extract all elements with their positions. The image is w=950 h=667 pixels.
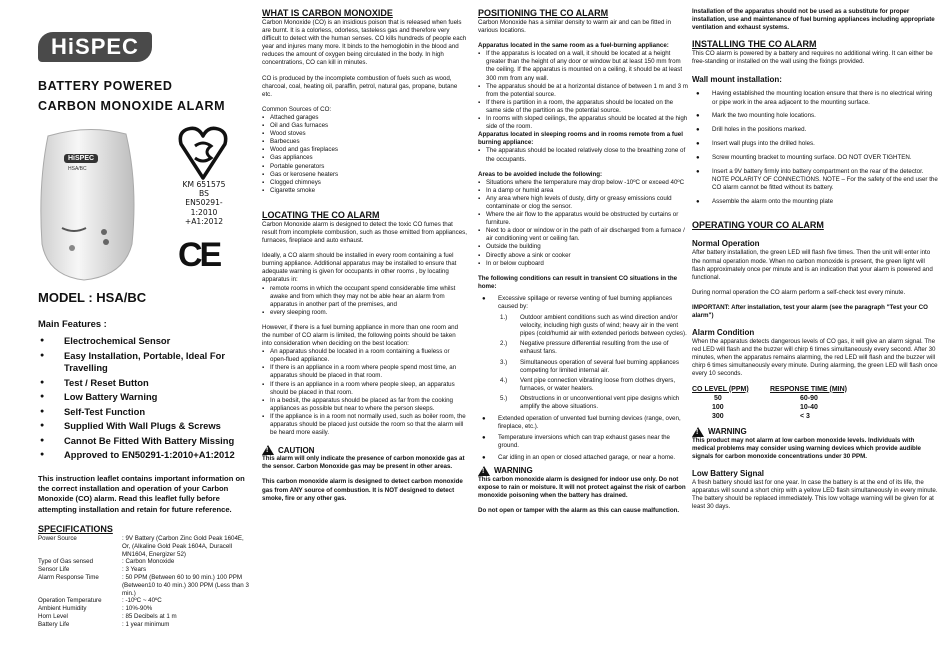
model-heading: MODEL : HSA/BC bbox=[38, 290, 147, 305]
list-item: ● Insert a 9V battery firmly into battery compartment on the rear of the detector. NOTE POLARITY OF CONNECTIONS. NOTE – For the safety of the end user the CO alarm cannot be fitted without its battery. bbox=[692, 168, 938, 192]
ce-mark: CE bbox=[178, 236, 220, 274]
kitemark: KM 651575 BS EN50291-1:2010 +A1:2012 bbox=[174, 126, 234, 226]
column-1 bbox=[0, 0, 258, 667]
list-item: ▪ Where the air flow to the apparatus would be obstructed by curtains or furniture. bbox=[478, 211, 688, 227]
column-3: POSITIONING THE CO ALARM Carbon Monoxide has a similar density to warm air and can be fitted in various locations. Apparatus located in the same room as a fuel-burning appliance: ▪ If the apparatus is located on a wall, it should be located at a height greater than the height of any door or window but at least 150 mm from the ceiling. If the apparatus is mounted on a ceiling, it should be at least 300 mm from any wall. ▪ The apparatus should be at a horizontal distance of between 1 m and 3 m from the potential source. ▪ If there is partition in a room, the apparatus should be located on the same side of the partition as the potential source. ▪ In rooms with sloped ceilings, the apparatus should be located at the high side of the room. Apparatus located in sleeping rooms and in rooms remote from a fuel burning appliance: ▪ The apparatus should be located relatively close to the breathing zone of the occupants. Areas to be avoided include the following: ▪ Situations where the temperature may drop below -10ºC or exceed 40ºC ▪ In a damp or humid area ▪ Any area where high levels of dusty, dirty or greasy emissions could contaminate or clog the sensor. ▪ Where the air flow to the apparatus would be obstructed by curtains or furniture. ▪ Next to a door or window or in the path of air discharged from a furnace / air conditioning vent or ceiling fan. ▪ Outside the building ▪ Directly above a sink or cooker ▪ In or below cupboard The following conditions can result in transient CO situations in the home: ● Excessive spillage or reverse venting of fuel burning appliances caused by: 1.) Outdoor ambient conditions such as wind direction and/or velocity, including high gusts of wind; heavy air in the vent pipes (cold/humid air with extended periods between cycles). 2.) Negative pressure differential resulting from the use of exhaust fans. 3.) Simultaneous operation of several fuel burning appliances competing for limited internal air. 4.) Vent pipe connection vibrating loose from clothes dryers, furnaces, or water heaters. 5.) Obstructions in or unconventional vent pipe designs which amplify the above situations. ● Extended operation of unvented fuel burning devices (range, oven, fireplace, etc.). ● Temperature inversions which can trap exhaust gases near the ground. ● Car idling in an open or closed attached garage, or near a home. ! WARNING This carbon monoxide alarm is designed for indoor use only. Do not expose to rain or moisture. It will not protect against the risk of carbon monoxide poisoning when the battery has drained. Do not open or tamper with the alarm as this can cause malfunction. bbox=[478, 0, 688, 667]
list-item: ▪ An apparatus should be located in a room containing a flueless or open-flued appliance. bbox=[262, 348, 467, 364]
list-item: ▪ If the appliance is in a room not normally used, such as boiler room, the apparatus should be placed just outside the room so that the alarm will be heard more easily. bbox=[262, 413, 467, 437]
co-level-table bbox=[692, 385, 847, 421]
spec-table bbox=[38, 535, 252, 629]
list-item: ● Screw mounting bracket to mounting surface. DO NOT OVER TIGHTEN. bbox=[692, 154, 938, 162]
cause-item: 1.) Outdoor ambient conditions such as wind direction and/or velocity, including high gusts of wind; heavy air in the vent pipes (cold/humid air with extended periods between cycles). bbox=[500, 314, 687, 338]
cause-item: 4.) Vent pipe connection vibrating loose from clothes dryers, furnaces, or water heaters. bbox=[500, 376, 676, 392]
kitemark-icon bbox=[178, 126, 228, 180]
feature-item: ● Supplied With Wall Plugs & Screws bbox=[38, 420, 252, 433]
list-item: ▪ In a damp or humid area bbox=[478, 187, 688, 195]
table-row: 100 10-40 bbox=[712, 403, 818, 411]
section-heading: WHAT IS CARBON MONOXIDE bbox=[262, 8, 393, 18]
list-item: ▪ Cigarette smoke bbox=[262, 187, 467, 195]
list-item: ▪ Barbecues bbox=[262, 138, 467, 146]
cause-item: 5.) Obstructions in or unconventional vent pipe designs which amplify the above situations. bbox=[500, 394, 680, 411]
specifications: SPECIFICATIONS Power Source : 9V Battery (Carbon Zinc Gold Peak 1604E, Or, (Alkaline Gold Peak 1604A, Duracell MN1604, Energizer 52) Type of Gas sensed : Carbon Monoxide Sensor Life : 3 Years Alarm Response Time : 50 PPM (Between 60 to 90 min.) 100 PPM (Between10 to 40 min.) 300 PPM (Less than 3 min.) Operation Temperature : -10ºC ~ 40ºC Ambient Humidity : 10%-90% Horn Level : 85 Decibels at 1 m Battery Life : 1 year minimum bbox=[38, 524, 252, 629]
list-item: ▪ In or below cupboard bbox=[478, 260, 688, 268]
main-features: Main Features : ● Electrochemical Sensor ● Easy Installation, Portable, Ideal For Travelling ● Test / Reset Button ● Low Battery Warning ● Self-Test Function ● Supplied With Wall Plugs & Screws ● Cannot Be Fitted With Battery Missing ● Approved to EN50291-1:2010+A1:2012 bbox=[38, 318, 252, 464]
list-item: ● Extended operation of unvented fuel burning devices (range, oven, fireplace, etc.). bbox=[478, 415, 688, 431]
brand-logo: HiSPEC bbox=[38, 32, 152, 62]
list-item: ▪ Wood and gas fireplaces bbox=[262, 146, 467, 154]
list-item: ▪ Attached garages bbox=[262, 114, 467, 122]
spec-row: Sensor Life : 3 Years bbox=[38, 566, 147, 574]
warning-icon: ! bbox=[478, 466, 490, 476]
intro-text: This instruction leaflet contains important information on the correct installation and operation of your Carbon Monoxide (CO) alarm. Read this leaflet fully before attempting installation and retain for future reference. bbox=[38, 474, 245, 514]
warning-icon: ! bbox=[692, 427, 704, 437]
spec-row: Horn Level : 85 Decibels at 1 m bbox=[38, 612, 177, 620]
list-item: ▪ Gas or kerosene heaters bbox=[262, 171, 467, 179]
list-item: ● Temperature inversions which can trap exhaust gases near the ground. bbox=[478, 434, 688, 450]
list-item: ▪ Directly above a sink or cooker bbox=[478, 252, 688, 260]
list-item: ● Insert wall plugs into the drilled holes. bbox=[692, 140, 938, 148]
list-item: ▪ If the apparatus is located on a wall, it should be located at a height greater than the height of any door or window but at least 150 mm from the ceiling. If the apparatus is mounted on a ceiling, it should be at least 300 mm from any wall. bbox=[478, 50, 688, 82]
list-item: ▪ Portable generators bbox=[262, 163, 467, 171]
feature-item: ● Test / Reset Button bbox=[38, 377, 252, 390]
cause-item: 2.) Negative pressure differential resulting from the use of exhaust fans. bbox=[500, 340, 669, 356]
list-item: ● Mark the two mounting hole locations. bbox=[692, 112, 938, 120]
list-item: ▪ Any area where high levels of dusty, dirty or greasy emissions could contaminate or clog the sensor. bbox=[478, 195, 688, 211]
alarm-device-illustration bbox=[34, 124, 142, 284]
table-row: 300 < 3 bbox=[712, 412, 810, 420]
feature-item: ● Self-Test Function bbox=[38, 406, 252, 419]
list-item: ▪ The apparatus should be located relatively close to the breathing zone of the occupants. bbox=[478, 147, 688, 163]
warning-heading: ! WARNING bbox=[478, 466, 688, 476]
list-item: ▪ If there is an appliance in a room where people sleep, an apparatus should be placed in that room. bbox=[262, 381, 467, 397]
spec-row: Type of Gas sensed : Carbon Monoxide bbox=[38, 558, 175, 566]
list-item: ● Having established the mounting location ensure that there is no electrical wiring or pipe work in the area adjacent to the mounting surface. bbox=[692, 90, 938, 106]
list-item: ▪ remote rooms in which the occupant spend considerable time whilst awake and from which they may not be able hear an alarm from apparatus in another part of the premises, and bbox=[262, 285, 467, 309]
spec-row: Battery Life : 1 year minimum bbox=[38, 620, 170, 628]
list-item: ▪ Next to a door or window or in the path of air discharged from a furnace / air conditioning vent or ceiling fan. bbox=[478, 227, 688, 243]
column-4: Installation of the apparatus should not be used as a substitute for proper installation, use and maintenance of fuel burning appliances including appropriate ventilation and exhaust systems. INSTALLING THE CO ALARM This CO alarm is powered by a battery and requires no additional wiring. It can either be free-standing or installed on the wall using the fixings provided. Wall mount installation: ● Having established the mounting location ensure that there is no electrical wiring or pipe work in the area adjacent to the mounting surface. ● Mark the two mounting hole locations. ● Drill holes in the positions marked. ● Insert wall plugs into the drilled holes. ● Screw mounting bracket to mounting surface. DO NOT OVER TIGHTEN. ● Insert a 9V battery firmly into battery compartment on the rear of the detector. NOTE POLARITY OF CONNECTIONS. NOTE – For the safety of the end user the CO alarm cannot be fitted without its battery. ● Assemble the alarm onto the mounting plate OPERATING YOUR CO ALARM Normal Operation After battery installation, the green LED will flash five times. Then the unit will enter into the normal operation mode. When no carbon monoxide is present, the green light will flash approximately once per minute and is an indication that your alarm is powered and functional. During normal operation the CO alarm perform a self-check test every minute. IMPORTANT: After installation, test your alarm (see the paragraph "Test your CO alarm") Alarm Condition When the apparatus detects dangerous levels of CO gas, it will give an alarm signal. The red LED will flash and the buzzer will chirp 6 times simultaneously every second. After 30 minutes, when the apparatus remains alarming, the red LED will flash and the buzzer will chirp 6 times simultaneously every minute. During alarming, the green LED will flash once every 10 seconds. CO LEVEL (PPM) RESPONSE TIME (MIN) 50 60-90 100 10-40 300 < 3 ! WARNING This product may not alarm at low carbon monoxide levels. Individuals with medical problems may consider using warning devices which provide audible signals for carbon monoxide concentrations under 30 PPM. Low Battery Signal A fresh battery should last for one year. In case the battery is at the end of its life, the apparatus will sound a short chirp with a yellow LED flash simultaneously in every minute. The battery should be replaced immediately. This low voltage warning will be given for at least 30 days. bbox=[692, 0, 938, 667]
spec-row: Ambient Humidity : 10%-90% bbox=[38, 605, 153, 613]
feature-item: ● Easy Installation, Portable, Ideal For Travelling bbox=[38, 350, 252, 375]
caution-heading: ! CAUTION bbox=[262, 445, 467, 455]
list-item: ▪ every sleeping room. bbox=[262, 309, 467, 317]
spec-row: Alarm Response Time : 50 PPM (Between 60 to 90 min.) 100 PPM (Between10 to 40 min.) 300 PPM (Less than 3 min.) bbox=[38, 573, 249, 597]
feature-item: ● Approved to EN50291-1:2010+A1:2012 bbox=[38, 449, 252, 462]
device-brand-label: HiSPEC bbox=[64, 154, 98, 163]
doc-title: BATTERY POWERED CARBON MONOXIDE ALARM bbox=[38, 79, 226, 113]
spec-row: Operation Temperature : -10ºC ~ 40ºC bbox=[38, 597, 162, 605]
list-item: ▪ Wood stoves bbox=[262, 130, 467, 138]
feature-item: ● Electrochemical Sensor bbox=[38, 335, 252, 348]
wall-mount-steps bbox=[692, 90, 938, 206]
column-2: WHAT IS CARBON MONOXIDE Carbon Monoxide (CO) is an insidious poison that is released when fuels are burnt. It is a colorless, odorless, tasteless gas and therefore very difficult to detect with the human senses. CO kills hundreds of people each year and injures many more. It binds to the hemoglobin in the blood and reduces the amount of oxygen being circulated in the body. In high concentrations, CO can kill in minutes. CO is produced by the incomplete combustion of fuels such as wood, charcoal, coal, heating oil, paraffin, petrol, natural gas, propane, butane etc. Common Sources of CO: ▪ Attached garages ▪ Oil and Gas furnaces ▪ Wood stoves ▪ Barbecues ▪ Wood and gas fireplaces ▪ Gas appliances ▪ Portable generators ▪ Gas or kerosene heaters ▪ Clogged chimneys ▪ Cigarette smoke LOCATING THE CO ALARM Carbon Monoxide alarm is designed to detect the toxic CO fumes that result from incomplete combustion, such as those emitted from appliances, furnaces, fireplace and auto exhaust. Ideally, a CO alarm should be installed in every room containing a fuel burning appliance. Additional apparatus may be installed to ensure that adequate warning is given for occupants in other rooms , by locating apparatus in: ▪ remote rooms in which the occupant spend considerable time whilst awake and from which they may not be able hear an alarm from apparatus in another part of the premises, and ▪ every sleeping room. However, if there is a fuel burning appliance in more than one room and the number of CO alarm is limited, the following points should be taken into consideration when deciding on the best location: ▪ An apparatus should be located in a room containing a flueless or open-flued appliance. ▪ If there is an appliance in a room where people spend most time, an apparatus should be placed in that room. ▪ If there is an appliance in a room where people sleep, an apparatus should be placed in that room. ▪ In a bedsit, the apparatus should be placed as far from the cooking appliances as possible but near to where the person sleeps. ▪ If the appliance is in a room not normally used, such as boiler room, the apparatus should be placed just outside the room so that the alarm will be heard more easily. ! CAUTION This alarm will only indicate the presence of carbon monoxide gas at the sensor. Carbon Monoxide gas may be present in other areas. This carbon monoxide alarm is designed to detect carbon monoxide gas from ANY source of combustion. It is NOT designed to detect smoke, fire or any other gas. bbox=[262, 0, 467, 667]
list-item: ▪ In a bedsit, the apparatus should be placed as far from the cooking appliances as possible but near to where the person sleeps. bbox=[262, 397, 467, 413]
feature-list bbox=[38, 335, 252, 462]
list-item: ▪ Gas appliances bbox=[262, 154, 467, 162]
list-item: ▪ If there is an appliance in a room where people spend most time, an apparatus should be placed in that room. bbox=[262, 364, 467, 380]
list-item: ● Car idling in an open or closed attached garage, or near a home. bbox=[478, 454, 688, 462]
table-header: CO LEVEL (PPM) RESPONSE TIME (MIN) bbox=[692, 385, 848, 393]
feature-item: ● Low Battery Warning bbox=[38, 391, 252, 404]
list-item: ▪ In rooms with sloped ceilings, the apparatus should be located at the high side of the room. bbox=[478, 115, 688, 131]
section-heading: OPERATING YOUR CO ALARM bbox=[692, 220, 824, 231]
list-item: ▪ Clogged chimneys bbox=[262, 179, 467, 187]
device-model-label: HSA/BC bbox=[68, 166, 87, 172]
caution-icon: ! bbox=[262, 445, 274, 455]
list-item: ▪ If there is partition in a room, the apparatus should be located on the same side of the partition as the potential source. bbox=[478, 99, 688, 115]
spec-row: Power Source : 9V Battery (Carbon Zinc Gold Peak 1604E, Or, (Alkaline Gold Peak 1604A, Duracell MN1604, Energizer 52) bbox=[38, 535, 244, 558]
cause-item: 3.) Simultaneous operation of several fuel burning appliances competing for limited internal air. bbox=[500, 358, 679, 374]
feature-item: ● Cannot Be Fitted With Battery Missing bbox=[38, 435, 252, 448]
list-item: ▪ Situations where the temperature may drop below -10ºC or exceed 40ºC bbox=[478, 179, 688, 187]
list-item: ● Excessive spillage or reverse venting of fuel burning appliances caused by: bbox=[478, 295, 688, 311]
list-item: ▪ Outside the building bbox=[478, 243, 688, 251]
list-item: ▪ The apparatus should be at a horizontal distance of between 1 m and 3 m from the potential source. bbox=[478, 83, 688, 99]
list-item: ● Assemble the alarm onto the mounting plate bbox=[692, 198, 938, 206]
section-heading: INSTALLING THE CO ALARM bbox=[692, 39, 817, 50]
list-item: ▪ Oil and Gas furnaces bbox=[262, 122, 467, 130]
warning-heading: ! WARNING bbox=[692, 427, 938, 437]
co-sources-list bbox=[262, 114, 467, 195]
list-item: ● Drill holes in the positions marked. bbox=[692, 126, 938, 134]
section-heading: LOCATING THE CO ALARM bbox=[262, 209, 380, 220]
table-row: 50 60-90 bbox=[714, 394, 818, 402]
section-heading: POSITIONING THE CO ALARM bbox=[478, 8, 609, 18]
device-image bbox=[34, 124, 142, 284]
